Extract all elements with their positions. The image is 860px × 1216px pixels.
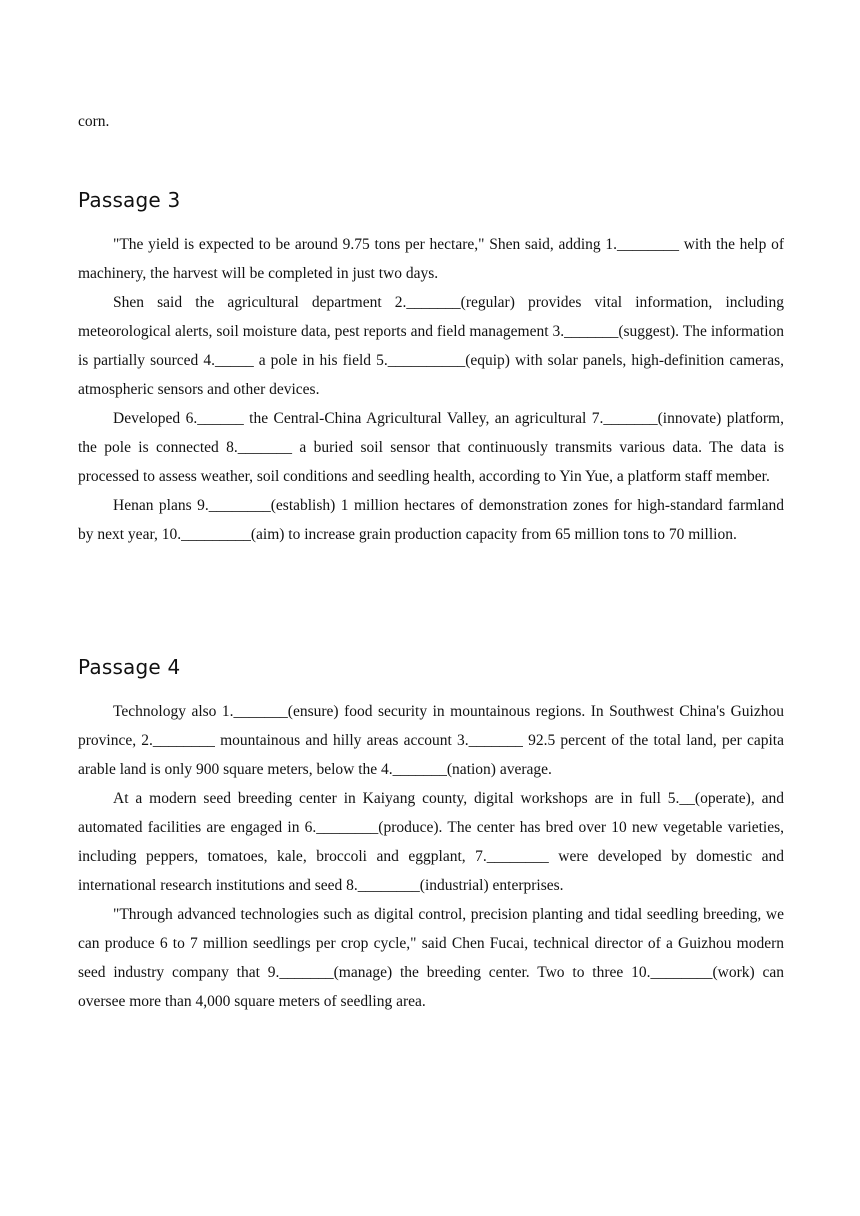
passage-4-section: [78, 653, 784, 1016]
passage-3-paragraph-2: Shen said the agricultural department 2._______(regular) provides vital information, including meteorological alerts, soil moisture data, pest reports and field management 3._______(suggest). The information is partially sourced 4._____ a pole in his field 5.__________(equip) with solar panels, high-definition cameras, atmospheric sensors and other devices.: [78, 294, 784, 398]
passage-4-heading: Passage 4: [78, 655, 181, 679]
passage-4-paragraph-2: At a modern seed breeding center in Kaiyang county, digital workshops are in full 5.__(operate), and automated facilities are engaged in 6.________(produce). The center has bred over 10 new vegetable varieties, including peppers, tomatoes, kale, broccoli and eggplant, 7.________ were developed by domestic and international research institutions and seed 8.________(industrial) enterprises.: [78, 790, 784, 894]
passage-3-paragraph-3: Developed 6.______ the Central-China Agricultural Valley, an agricultural 7._______(innovate) platform, the pole is connected 8._______ a buried soil sensor that continuously transmits various data. The data is processed to assess weather, soil conditions and seedling health, according to Yin Yue, a platform staff member.: [78, 410, 784, 485]
passage-3-paragraph-4: Henan plans 9.________(establish) 1 million hectares of demonstration zones for high-standard farmland by next year, 10._________(aim) to increase grain production capacity from 65 million tons to 70 million.: [78, 497, 784, 543]
passage-3-heading: Passage 3: [78, 188, 181, 212]
passage-4-paragraph-3: "Through advanced technologies such as digital control, precision planting and tidal seedling breeding, we can produce 6 to 7 million seedlings per crop cycle," said Chen Fucai, technical director of a Guizhou modern seed industry company that 9._______(manage) the breeding center. Two to three 10.________(work) can oversee more than 4,000 square meters of seedling area.: [78, 906, 784, 1010]
carryover-text: corn.: [78, 113, 110, 130]
passage-3-section: [78, 186, 784, 549]
passage-3-paragraph-1: "The yield is expected to be around 9.75 tons per hectare," Shen said, adding 1.________ with the help of machinery, the harvest will be completed in just two days.: [78, 236, 784, 282]
passage-4-paragraph-1: Technology also 1._______(ensure) food security in mountainous regions. In Southwest China's Guizhou province, 2.________ mountainous and hilly areas account 3._______ 92.5 percent of the total land, per capita arable land is only 900 square meters, below the 4._______(nation) average.: [78, 703, 784, 778]
